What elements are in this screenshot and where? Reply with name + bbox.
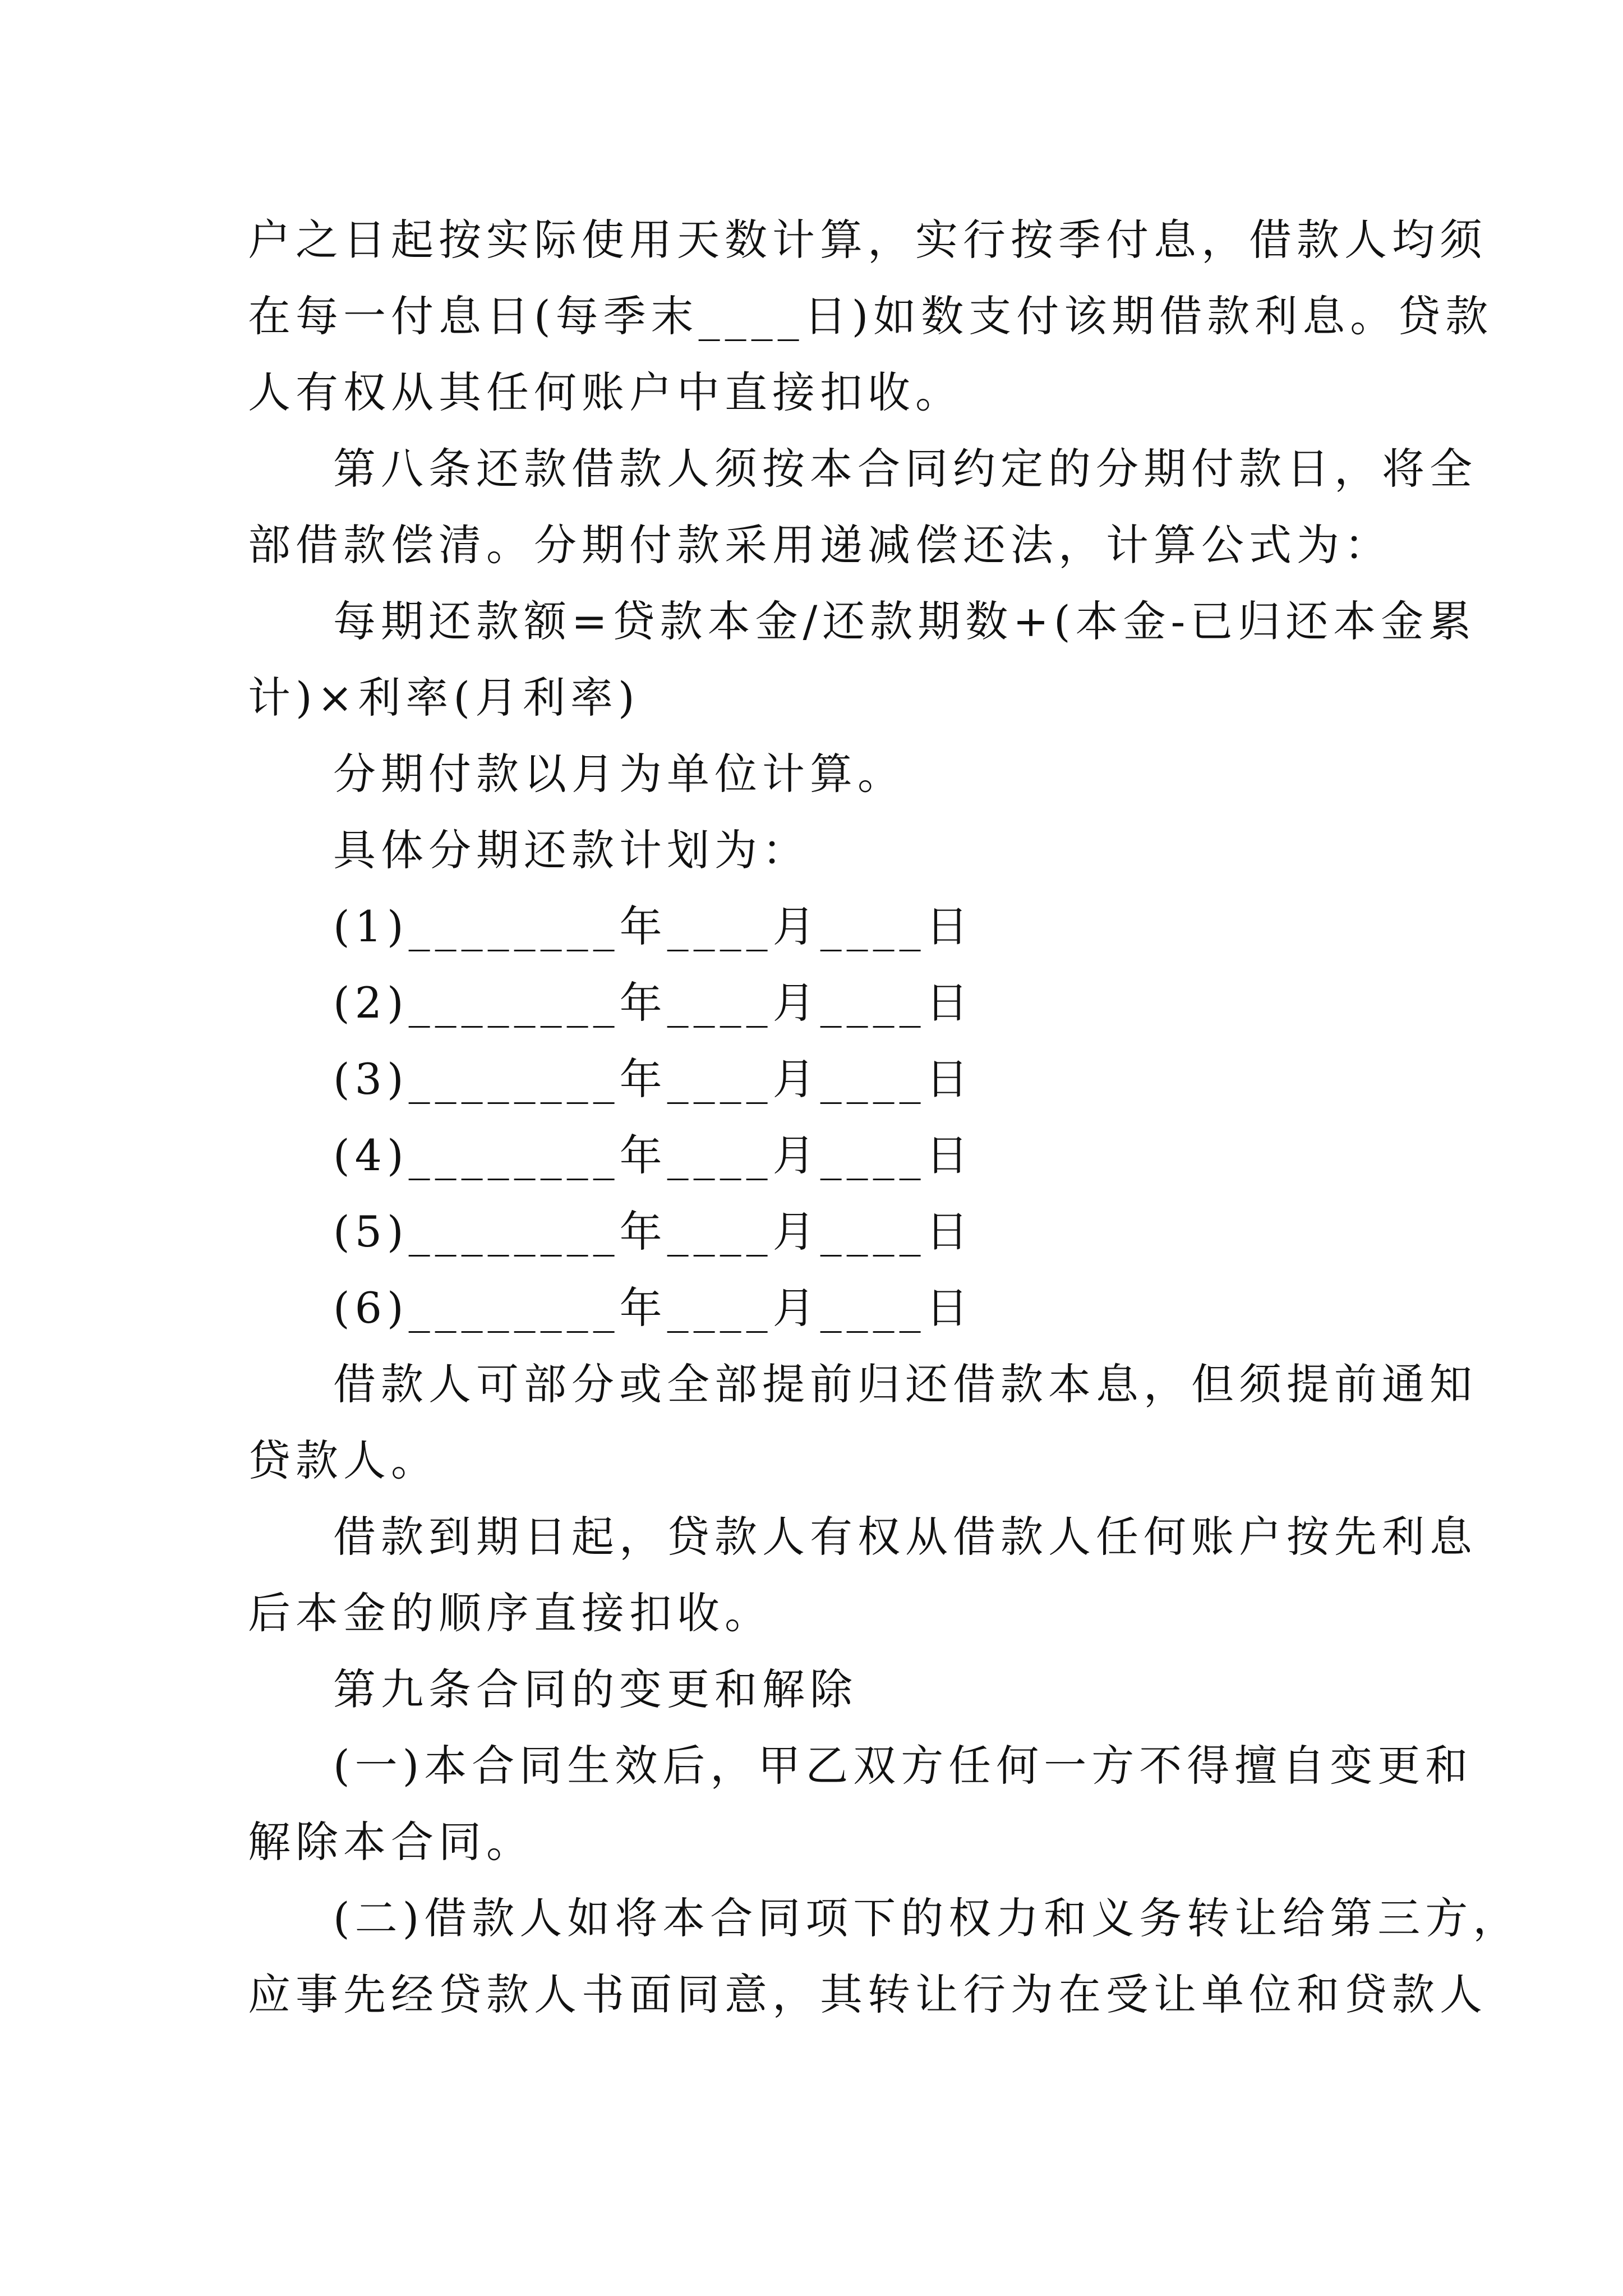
text-line: 后本金的顺序直接扣收。 (248, 1588, 772, 1638)
text-line: 分期付款以月为单位计算。 (333, 749, 905, 799)
schedule-item: (4)________年____月____日 (333, 1130, 974, 1180)
schedule-item: (2)________年____月____日 (333, 978, 974, 1028)
article-8-heading-line: 第八条还款借款人须按本合同约定的分期付款日，将全 (333, 444, 1477, 494)
text-line: 在每一付息日(每季末____日)如数支付该期借款利息。贷款 (248, 291, 1493, 341)
formula-line: 每期还款额=贷款本金/还款期数+(本金-已归还本金累 (333, 596, 1477, 646)
article-9-heading: 第九条合同的变更和解除 (333, 1664, 857, 1714)
schedule-item: (6)________年____月____日 (333, 1283, 974, 1333)
text-line: 借款人可部分或全部提前归还借款本息，但须提前通知 (333, 1359, 1477, 1409)
schedule-item: (3)________年____月____日 (333, 1054, 974, 1104)
schedule-item: (5)________年____月____日 (333, 1207, 974, 1257)
schedule-intro: 具体分期还款计划为： (333, 825, 810, 875)
document-body (248, 202, 1521, 2033)
text-line: 部借款偿清。分期付款采用递减偿还法，计算公式为： (248, 520, 1392, 570)
schedule-item: (1)________年____月____日 (333, 901, 974, 951)
text-line: (一)本合同生效后，甲乙双方任何一方不得擅自变更和 (333, 1741, 1473, 1791)
text-line: 应事先经贷款人书面同意，其转让行为在受让单位和贷款人 (248, 1970, 1487, 2019)
text-line: 人有权从其任何账户中直接扣收。 (248, 367, 963, 417)
text-line: (二)借款人如将本合同项下的权力和义务转让给第三方， (333, 1893, 1521, 1943)
text-line: 户之日起按实际使用天数计算，实行按季付息，借款人均须 (248, 215, 1487, 265)
formula-line: 计)×利率(月利率) (248, 673, 640, 723)
text-line: 借款到期日起，贷款人有权从借款人任何账户按先利息 (333, 1512, 1477, 1562)
text-line: 解除本合同。 (248, 1817, 534, 1867)
text-line: 贷款人。 (248, 1435, 439, 1485)
